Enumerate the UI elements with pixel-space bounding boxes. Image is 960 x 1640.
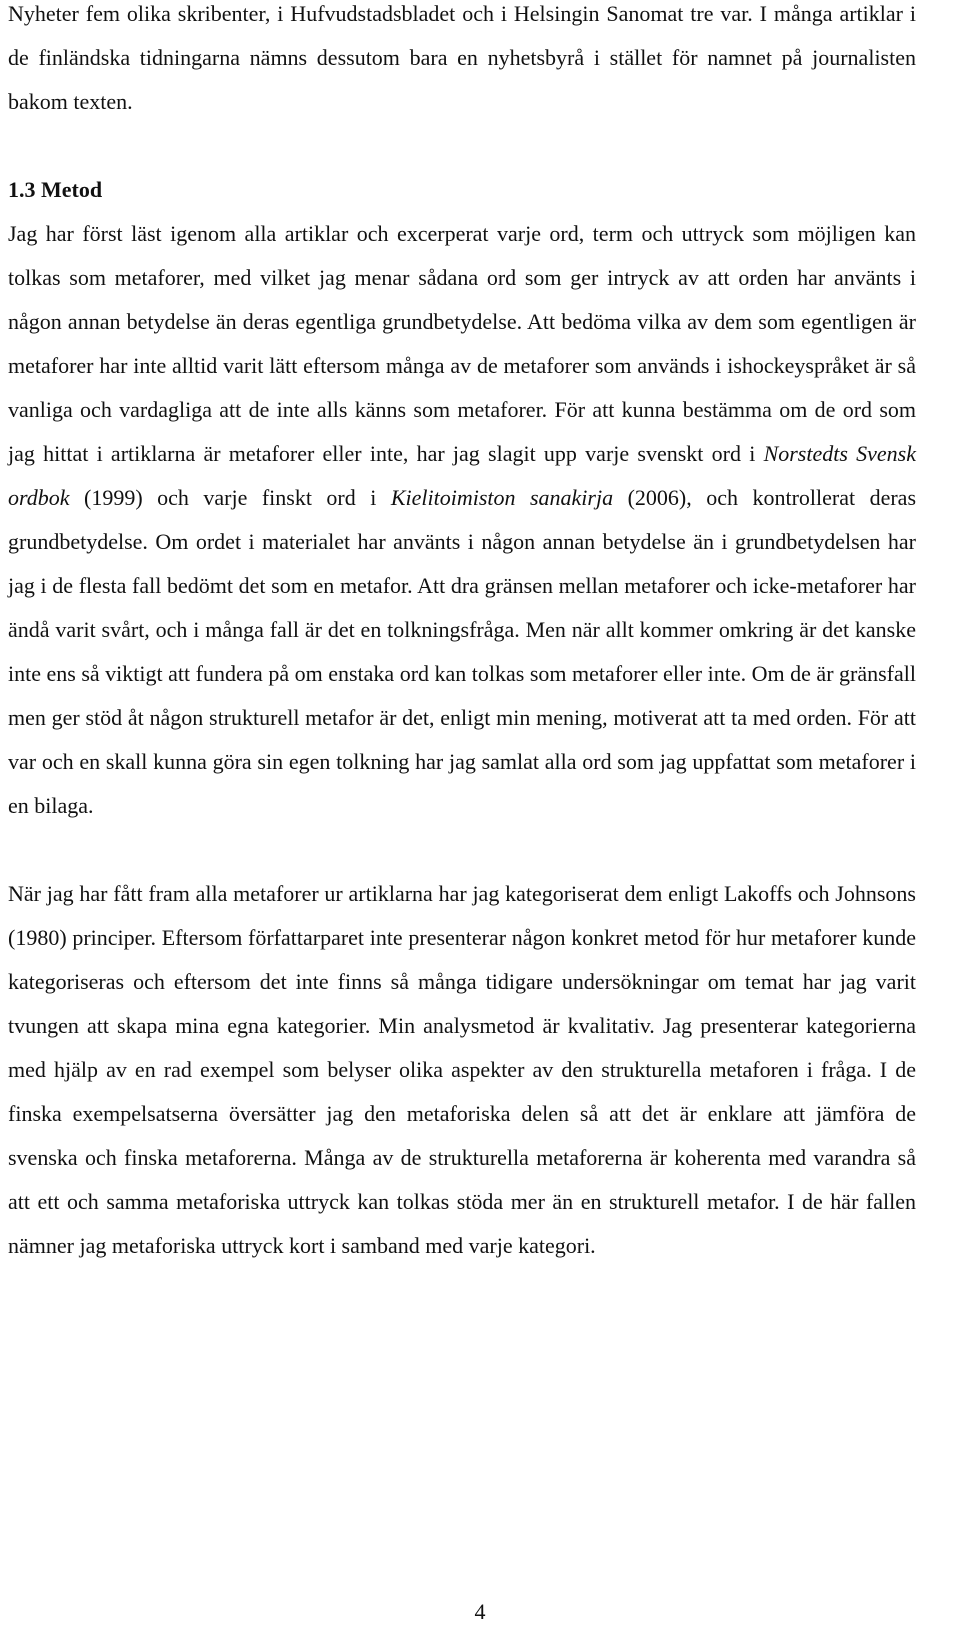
intro-paragraph: Nyheter fem olika skribenter, i Hufvudstadsbladet och i Helsingin Sanomat tre var. I många artiklar i de finländska tidningarna nämns dessutom bara en nyhetsbyrå i stället för namnet på journalisten bakom texten. — [8, 1, 916, 114]
method-text-1: Jag har först läst igenom alla artiklar och excerperat varje ord, term och uttryck som möjligen kan tolkas som metaforer, med vilket jag menar sådana ord som ger intryck av att orden har använts i någon annan betydelse än deras egentliga grundbetydelse. Att bedöma vilka av dem som egentligen är metaforer har inte alltid varit lätt eftersom många av de metaforer som används i ishockeyspråket är så vanliga och vardagliga att de inte alls känns som metaforer. För att kunna bestämma om de ord som jag hittat i artiklarna är metaforer eller inte, har jag slagit upp varje svenskt ord i — [8, 221, 916, 466]
document-page — [8, 0, 916, 1268]
book-title-kielitoimiston: Kielitoimiston sanakirja — [390, 485, 614, 510]
method-paragraph — [8, 212, 916, 828]
page-number: 4 — [474, 1599, 486, 1624]
book-title-norstedts: Norstedts Svensk ordbok — [8, 441, 917, 510]
categorization-paragraph: När jag har fått fram alla metaforer ur artiklarna har jag kategoriserat dem enligt Lakoffs och Johnsons (1980) principer. Eftersom författarparet inte presenterar någon konkret metod för hur metaforer kunde kategoriseras och eftersom det inte finns så många tidigare undersökningar om temat har jag varit tvungen att skapa mina egna kategorier. Min analysmetod är kvalitativ. Jag presenterar kategorierna med hjälp av en rad exempel som belyser olika aspekter av den strukturella metaforen i fråga. I de finska exempelsatserna översätter jag den metaforiska delen så att det är enklare att jämföra de svenska och finska metaforerna. Många av de strukturella metaforerna är koherenta med varandra så att ett och samma metaforiska uttryck kan tolkas stöda mer än en strukturell metafor. I de här fallen nämner jag metaforiska uttryck kort i samband med varje kategori. — [8, 881, 916, 1258]
method-text-3: (2006), och kontrollerat deras grundbetydelse. Om ordet i materialet har använts i någon annan betydelse än i grundbetydelsen har jag i de flesta fall bedömt det som en metafor. Att dra gränsen mellan metaforer och icke-metaforer har ändå varit svårt, och i många fall är det en tolkningsfråga. Men när allt kommer omkring är det kanske inte ens så viktigt att fundera på om enstaka ord kan tolkas som metaforer eller inte. Om de är gränsfall men ger stöd åt någon strukturell metafor är det, enligt min mening, motiverat att ta med orden. För att var och en skall kunna göra sin egen tolkning har jag samlat alla ord som jag uppfattat som metaforer i en bilaga. — [8, 485, 917, 818]
section-heading: 1.3 Metod — [8, 177, 103, 202]
method-text-2: (1999) och varje finskt ord i — [69, 485, 391, 510]
